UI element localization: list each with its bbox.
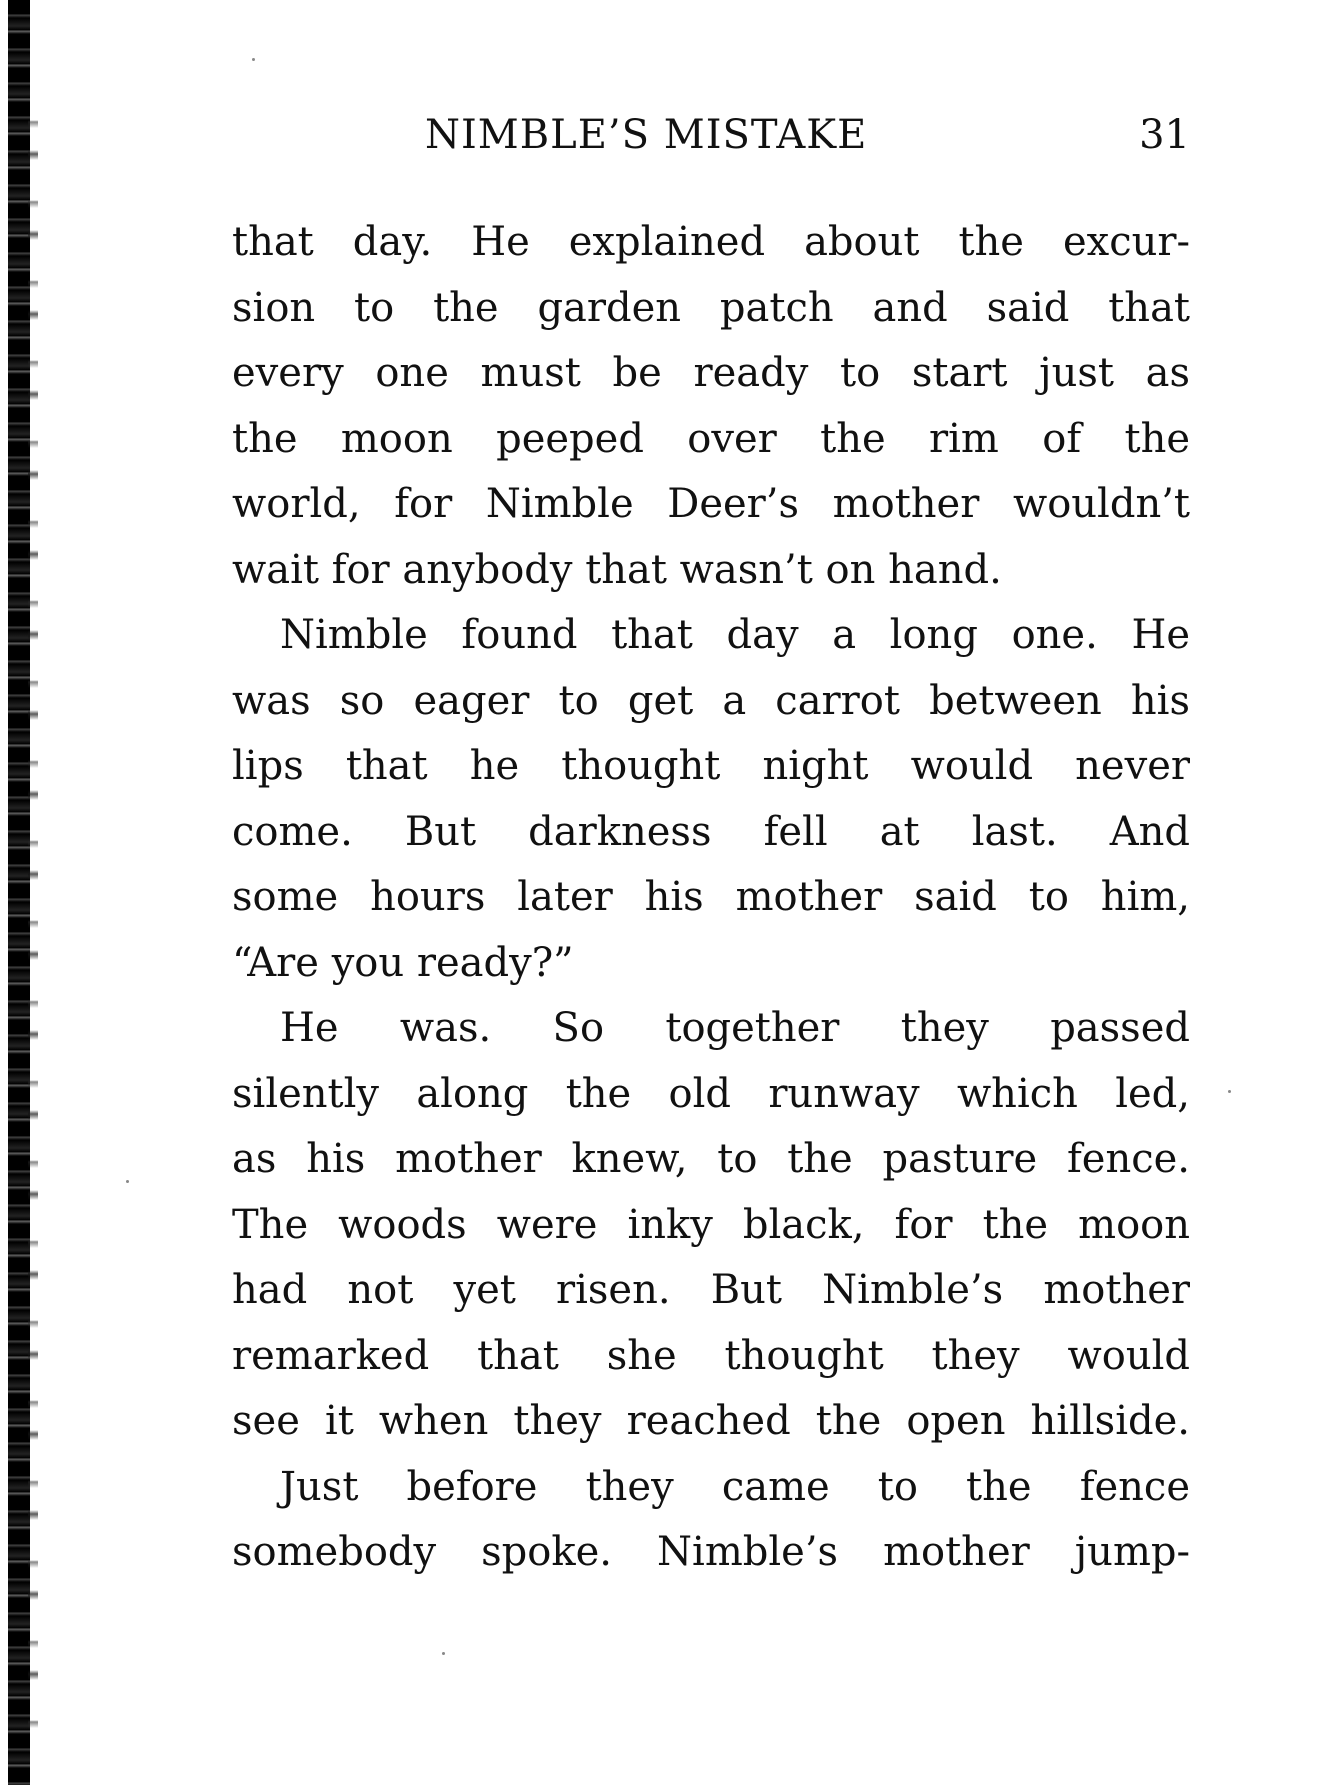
body-text: [232, 210, 1190, 1586]
text-line: world, for Nimble Deer’s mother wouldn’t: [232, 481, 1190, 527]
text-line: the moon peeped over the rim of the: [232, 415, 1190, 462]
text-line: Just before they came to the fence: [280, 1463, 1190, 1510]
text-line: somebody spoke. Nimble’s mother jump-: [232, 1529, 1190, 1575]
binding-shadow: [28, 80, 38, 1740]
text-line: come. But darkness fell at last. And: [232, 808, 1190, 855]
text-line: The woods were inky black, for the moon: [232, 1201, 1190, 1248]
text-line: every one must be ready to start just as: [232, 350, 1190, 396]
text-line: “Are you ready?”: [232, 939, 574, 986]
book-binding-edge: [8, 0, 30, 1785]
page-number: 31: [1139, 112, 1190, 158]
text-line: lips that he thought night would never: [232, 743, 1190, 789]
text-line: Nimble found that day a long one. He: [280, 612, 1190, 658]
text-line: some hours later his mother said to him,: [232, 874, 1190, 920]
text-line: that day. He explained about the excur-: [232, 219, 1190, 265]
scan-speck: [126, 1180, 129, 1183]
text-line: had not yet risen. But Nimble’s mother: [232, 1267, 1190, 1313]
running-title: NIMBLE’S MISTAKE: [425, 112, 868, 158]
text-line: see it when they reached the open hillside.: [232, 1398, 1190, 1444]
scan-speck: [252, 58, 255, 61]
text-line: remarked that she thought they would: [232, 1332, 1190, 1379]
text-line: wait for anybody that wasn’t on hand.: [232, 546, 1002, 593]
text-line: as his mother knew, to the pasture fence.: [232, 1136, 1190, 1182]
scan-speck: [1228, 1090, 1231, 1093]
scan-speck: [442, 1652, 445, 1655]
page-header: [230, 112, 1190, 172]
text-line: sion to the garden patch and said that: [232, 284, 1190, 331]
text-line: He was. So together they passed: [280, 1005, 1190, 1051]
text-line: was so eager to get a carrot between his: [232, 677, 1190, 724]
text-line: silently along the old runway which led,: [232, 1070, 1190, 1117]
